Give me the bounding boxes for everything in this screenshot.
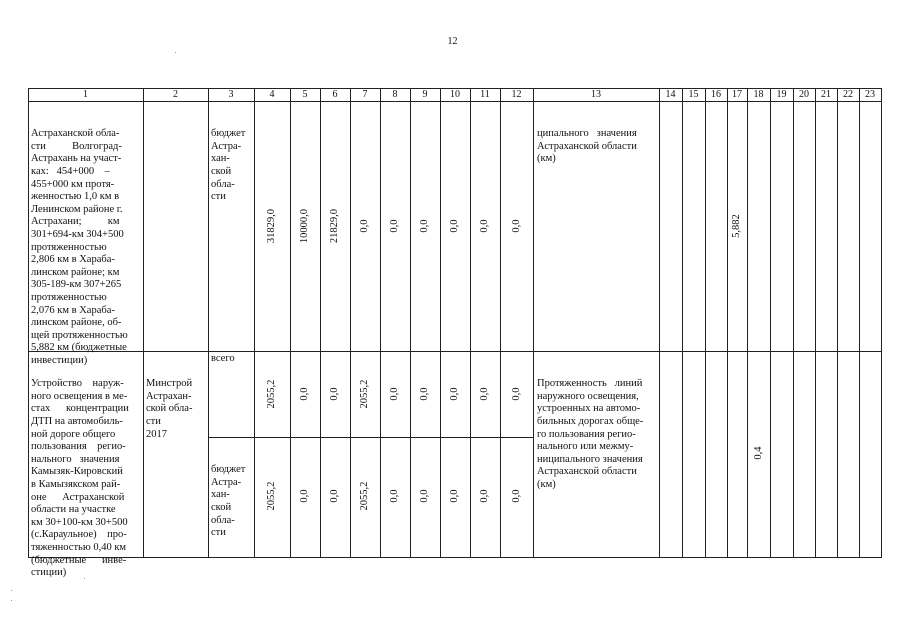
row2-total-col10: 0,0 — [449, 387, 460, 401]
row2-budget-col11: 0,0 — [479, 489, 490, 503]
row1-value-col11: 0,0 — [479, 219, 490, 233]
row2-object-description: Устройство наруж- ного освещения в ме- стах концентрации ДТП на автомобиль- ной дороге общего пользования регио- нального значения Камызяк-Кировский в Камызякском рай- оне Астраханской области на участке км 30+100-км 30+500 (с.Караульное) про- тяженностью 0,40 км (бюджетные инве- стиции) — [31, 378, 129, 579]
scan-speck — [11, 600, 12, 601]
row2-total-col6: 0,0 — [329, 387, 340, 401]
header-col-18: 18 — [753, 89, 764, 100]
row1-value-col7: 0,0 — [359, 219, 370, 233]
row2-funding-budget-label: бюджет Астра- хан- ской обла- сти — [211, 464, 246, 539]
row2-budget-col12: 0,0 — [511, 489, 522, 503]
row1-funding-source: бюджет Астра- хан- ской обла- сти — [211, 128, 246, 203]
header-col-22: 22 — [843, 89, 853, 100]
row2-total-col5: 0,0 — [299, 387, 310, 401]
header-col-20: 20 — [799, 89, 809, 100]
scan-speck — [175, 52, 176, 53]
row2-responsible: Минстрой Астрахан- ской обла- сти 2017 — [146, 378, 193, 440]
header-col-12: 12 — [511, 89, 522, 100]
header-col-13: 13 — [591, 89, 601, 100]
row1-value-col17: 5,882 — [731, 214, 742, 238]
row2-total-col8: 0,0 — [389, 387, 400, 401]
row1-value-col5: 10000,0 — [299, 208, 310, 244]
row2-budget-col8: 0,0 — [389, 489, 400, 503]
header-col-11: 11 — [480, 89, 490, 100]
row2-total-col9: 0,0 — [419, 387, 430, 401]
scan-speck — [84, 578, 85, 579]
scan-speck — [11, 590, 12, 591]
header-col-8: 8 — [392, 89, 398, 100]
row2-budget-col6: 0,0 — [329, 489, 340, 503]
header-col-14: 14 — [665, 89, 676, 100]
row2-total-col7: 2055,2 — [359, 379, 370, 409]
header-col-7: 7 — [362, 89, 368, 100]
header-col-9: 9 — [422, 89, 428, 100]
row2-budget-col7: 2055,2 — [359, 481, 370, 511]
row2-funding-total-label: всего — [211, 353, 235, 364]
row2-budget-col10: 0,0 — [449, 489, 460, 503]
row2-budget-col5: 0,0 — [299, 489, 310, 503]
header-col-2: 2 — [173, 89, 178, 100]
header-col-3: 3 — [228, 89, 234, 100]
page-number: 12 — [447, 36, 458, 47]
row2-budget-col4: 2055,2 — [266, 481, 277, 511]
header-col-19: 19 — [776, 89, 787, 100]
row2-total-col12: 0,0 — [511, 387, 522, 401]
header-col-16: 16 — [711, 89, 721, 100]
row1-object-description: Астраханской обла- сти Волгоград- Астрахань на участ- ках: 454+000 – 455+000 км протя- женностью 1,0 км в Ленинском районе г. Астрахани; км 301+694-км 304+500 протяженностью 2,806 км в Хараба- линском районе; км 305-189-км 307+265 протяженностью 2,076 км в Хараба- линском районе, об- щей протяженностью 5,882 км (бюджетные инвестиции) — [31, 128, 128, 366]
row1-value-col8: 0,0 — [389, 219, 400, 233]
header-col-21: 21 — [821, 89, 831, 100]
header-col-1: 1 — [83, 89, 88, 100]
header-col-6: 6 — [332, 89, 338, 100]
header-col-17: 17 — [732, 89, 742, 100]
row1-indicator: ципального значения Астраханской области (км) — [537, 128, 637, 165]
header-col-4: 4 — [269, 89, 275, 100]
header-col-10: 10 — [450, 89, 460, 100]
header-col-15: 15 — [688, 89, 699, 100]
header-col-5: 5 — [302, 89, 308, 100]
row1-value-col10: 0,0 — [449, 219, 460, 233]
row2-value-col18: 0,4 — [753, 446, 764, 460]
row2-indicator: Протяженность линий наружного освещения, устроенных на автомо- бильных дорогах обще- го пользования регио- нального или межму- ниципального значения Астраханской области (км) — [537, 378, 644, 490]
row2-total-col4: 2055,2 — [266, 379, 277, 409]
row2-total-col11: 0,0 — [479, 387, 490, 401]
row1-value-col12: 0,0 — [511, 219, 522, 233]
row2-budget-col9: 0,0 — [419, 489, 430, 503]
row1-value-col9: 0,0 — [419, 219, 430, 233]
row1-value-col6: 21829,0 — [329, 208, 340, 244]
row1-value-col4: 31829,0 — [266, 208, 277, 244]
header-col-23: 23 — [865, 89, 875, 100]
